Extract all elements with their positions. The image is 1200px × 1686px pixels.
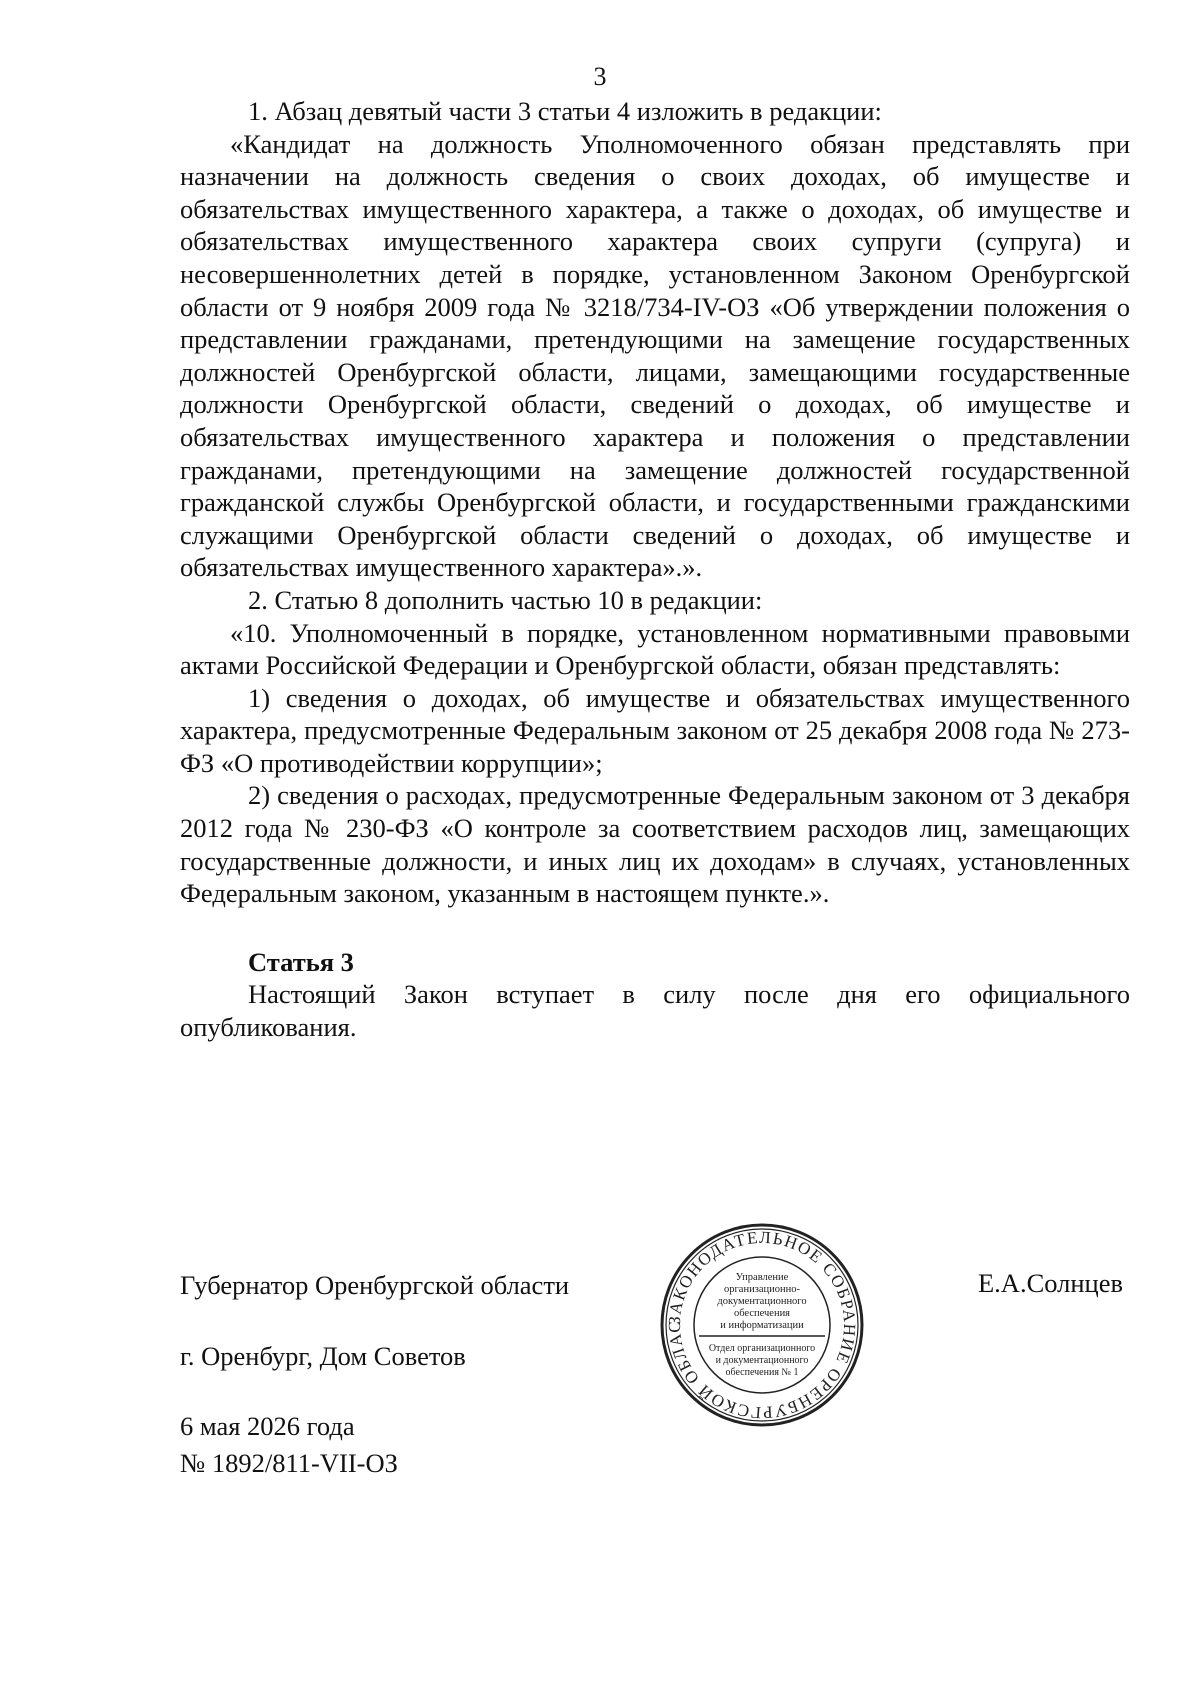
stamp-inner-line: Управление [735, 1272, 789, 1283]
article-3-heading: Статья 3 [248, 946, 354, 977]
stamp-outer-text: ЗАКОНОДАТЕЛЬНОЕ СОБРАНИЕ ОРЕНБУРГСКОЙ ОБЛАС [664, 1227, 860, 1423]
signatory-position: Губернатор Оренбургской области [180, 1270, 570, 1300]
paragraph-item-2: 2) сведения о расходах, предусмотренные Федеральным законом от 3 декабря 2012 года № 230-ФЗ «О контроле за соответствием расходов лиц, замещающих государственные должности, и иных лиц их доходам» в случаях, установленных Федеральным законом, указанным в настоящем пункте.». [180, 780, 1130, 909]
paragraph-item-1: 1) сведения о доходах, об имуществе и обязательствах имущественного характера, предусмотренные Федеральным законом от 25 декабря 2008 года № 273-ФЗ «О противодействии коррупции»; [180, 682, 1130, 778]
paragraph-amend-2: 2. Статью 8 дополнить частью 10 в редакции: [248, 584, 763, 615]
stamp-inner-line: организационно- [724, 1284, 800, 1295]
stamp-inner-line: документационного [717, 1296, 807, 1307]
document-body [180, 95, 1130, 1044]
stamp-inner-line: и информатизации [720, 1320, 804, 1331]
paragraph-amend-2-text: «10. Уполномоченный в порядке, установленном нормативными правовыми актами Российской Федерации и Оренбургской области, обязан представлять: [180, 617, 1130, 681]
stamp-inner-line: обеспечения [733, 1308, 791, 1319]
stamp-seal-icon [657, 1220, 867, 1430]
page-number: 3 [593, 62, 607, 91]
law-number: № 1892/811-VII-ОЗ [180, 1448, 398, 1478]
stamp-inner-line: обеспечения № 1 [725, 1367, 799, 1378]
signing-date: 6 мая 2026 года [180, 1411, 355, 1441]
stamp-inner-line: Отдел организационного [708, 1343, 816, 1354]
article-3-text: Настоящий Закон вступает в силу после дня его официального опубликования. [180, 979, 1130, 1043]
official-stamp [657, 1220, 867, 1430]
signatory-name: Е.А.Солнцев [978, 1268, 1124, 1298]
stamp-inner-line: и документационного [715, 1355, 809, 1366]
paragraph-amend-1: 1. Абзац девятый части 3 статьи 4 изложить в редакции: [248, 96, 882, 126]
paragraph-amend-1-text: «Кандидат на должность Уполномоченного обязан представлять при назначении на должность сведения о своих доходах, об имуществе и обязательствах имущественного характера, а также о доходах, об имуществе и обязательствах имущественного характера своих супруги (супруга) и несовершеннолетних детей в порядке, установленном Законом Оренбургской области от 9 ноября 2009 года № 3218/734-IV-ОЗ «Об утверждении положения о представлении гражданами, претендующими на замещение государственных должностей Оренбургской области, лицами, замещающими государственные должности Оренбургской области, сведений о доходах, об имуществе и обязательствах имущественного характера и положения о представлении гражданами, претендующими на замещение должностей государственной гражданской службы Оренбургской области, и государственными гражданскими служащими Оренбургской области сведений о доходах, об имуществе и обязательствах имущественного характера».». [180, 128, 1130, 583]
signing-place: г. Оренбург, Дом Советов [180, 1341, 466, 1371]
